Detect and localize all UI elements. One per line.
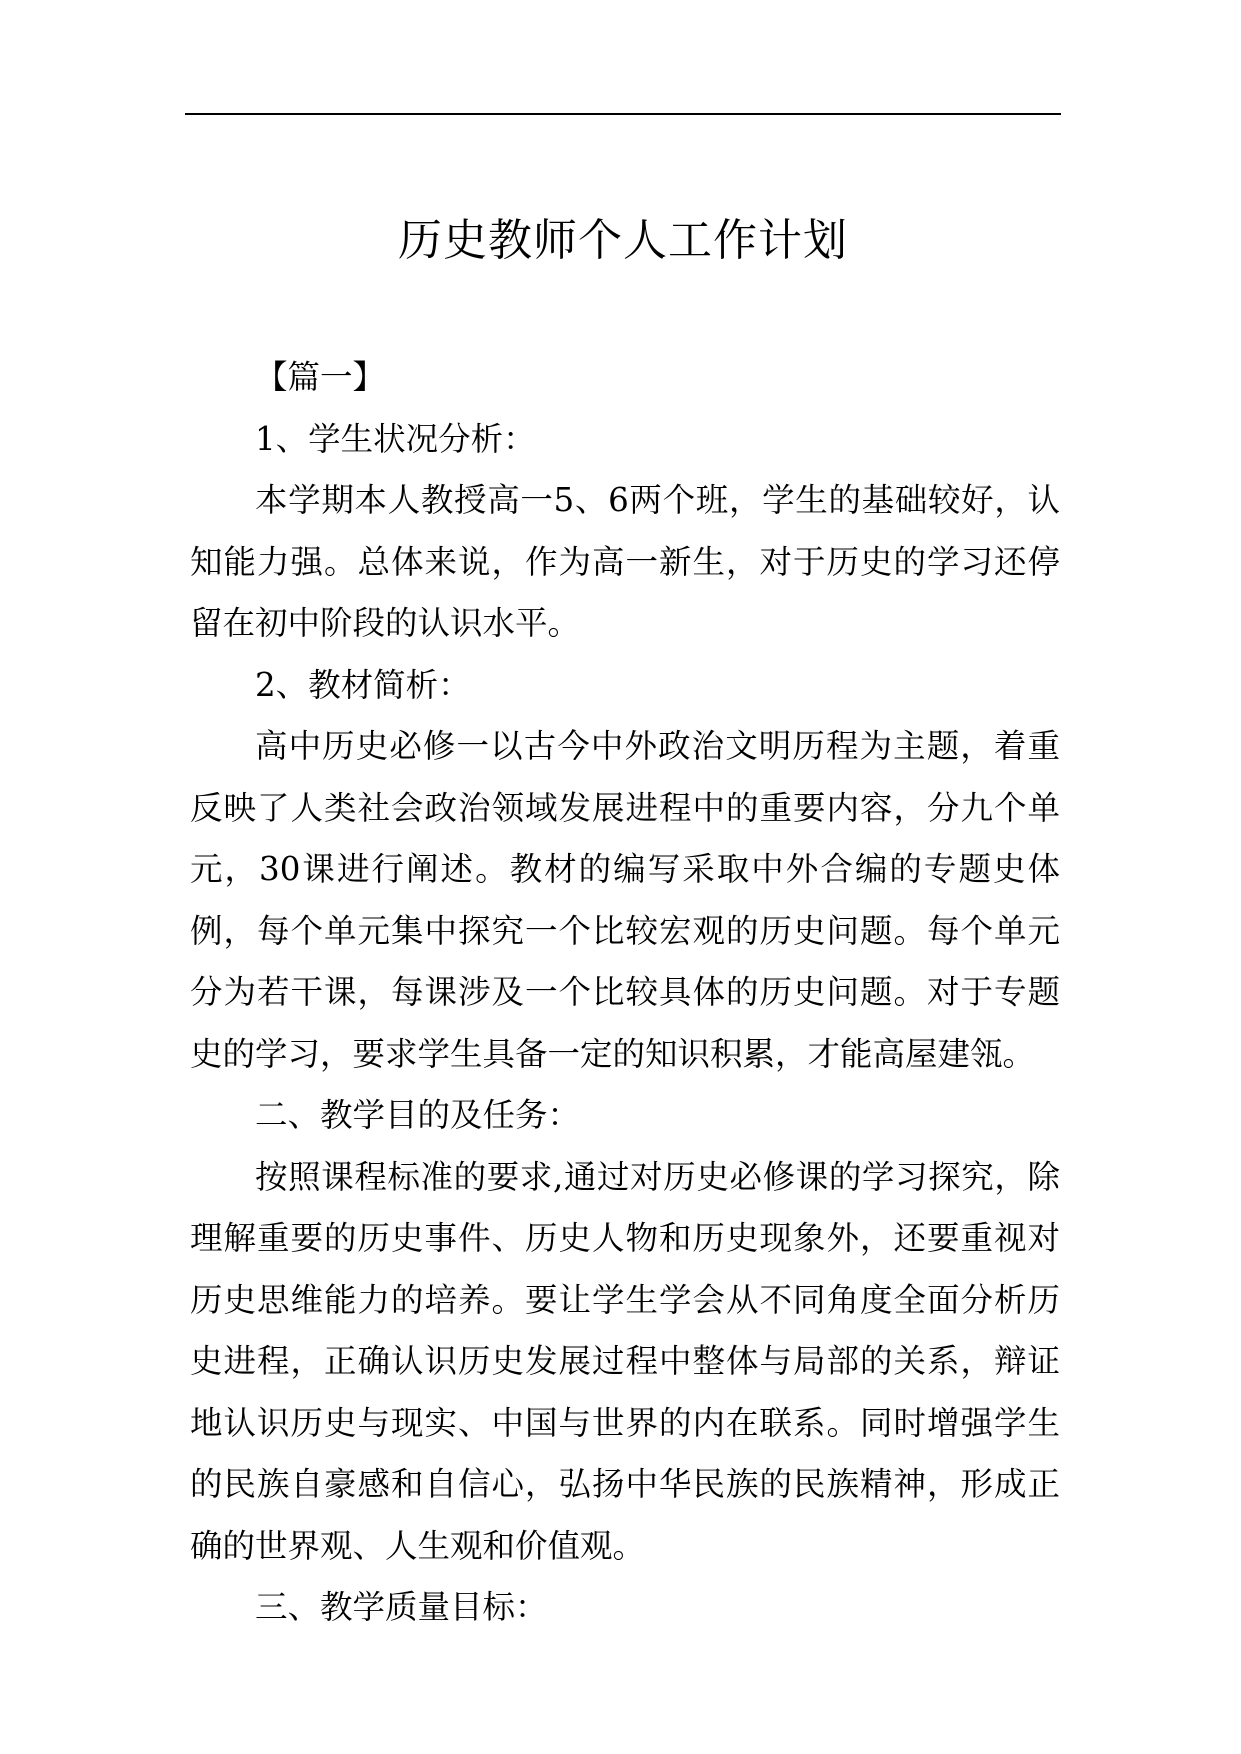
paragraph-teaching-goals: 按照课程标准的要求,通过对历史必修课的学习探究，除理解重要的历史事件、历史人物和历史现象外，还要重视对历史思维能力的培养。要让学生学会从不同角度全面分析历史进程，正确认识历史发展过程中整体与局部的关系，辩证地认识历史与现实、中国与世界的内在联系。同时增强学生的民族自豪感和自信心，弘扬中华民族的民族精神，形成正确的世界观、人生观和价值观。 — [190, 1157, 1060, 1565]
section-heading-student-analysis: 1、学生状况分析： — [255, 419, 536, 458]
paragraph-textbook-analysis: 高中历史必修一以古今中外政治文明历程为主题，着重反映了人类社会政治领域发展进程中的重要内容，分九个单元，30课进行阐述。教材的编写采取中外合编的专题史体例，每个单元集中探究一个比较宏观的历史问题。每个单元分为若干课，每课涉及一个比较具体的历史问题。对于专题史的学习，要求学生具备一定的知识积累，才能高屋建瓴。 — [190, 727, 1060, 1073]
paragraph-student-analysis: 本学期本人教授高一5、6两个班，学生的基础较好，认知能力强。总体来说，作为高一新生，对于历史的学习还停留在初中阶段的认识水平。 — [190, 481, 1060, 642]
section-heading-quality-goals: 三、教学质量目标： — [255, 1588, 548, 1626]
document-body — [190, 347, 1060, 1639]
header-rule — [185, 113, 1061, 115]
section-heading-teaching-goals: 二、教学目的及任务： — [255, 1096, 581, 1134]
section-heading-textbook-analysis: 2、教材简析： — [255, 665, 471, 704]
document-title: 历史教师个人工作计划 — [398, 215, 848, 266]
section-heading-part-one: 【篇一】 — [255, 358, 386, 396]
